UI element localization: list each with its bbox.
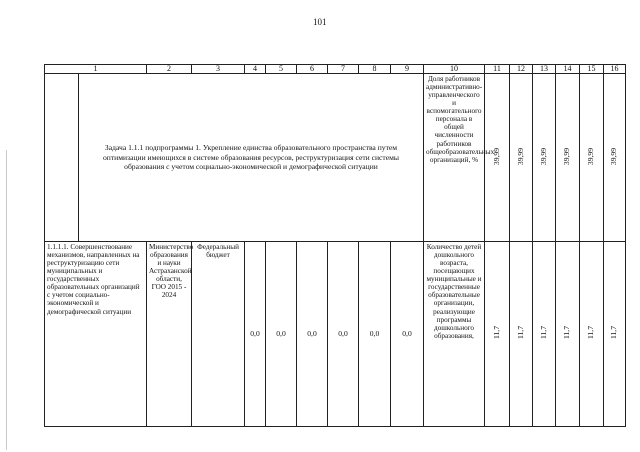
measure-value: 11,7	[491, 326, 501, 340]
header-cell: 9	[391, 65, 424, 74]
task-indicator: Доля работников административно-управленческого и вспомогательного персонала в общей численности работников общеобразовательных организаций, %	[424, 74, 485, 242]
header-cell: 10	[424, 65, 485, 74]
header-cell: 3	[192, 65, 245, 74]
header-cell: 14	[556, 65, 580, 74]
amount-cell: 0,0	[245, 242, 266, 427]
measure-value: 11,7	[515, 326, 525, 340]
header-cell: 5	[266, 65, 297, 74]
measure-value: 11,7	[586, 326, 596, 340]
header-row	[45, 65, 626, 74]
measure-executor: Министерство образования и науки Астраханской области, ГОО 2015 - 2024	[147, 242, 192, 427]
task-title: Задача 1.1.1 подпрограммы 1. Укрепление единства образовательного пространства путем оптимизации имеющихся в системе образования ресурсов, реструктуризация сети системы образования с учетом социально-экономической и демографической ситуации	[79, 74, 424, 242]
header-cell: 7	[328, 65, 359, 74]
program-table	[44, 64, 626, 427]
header-cell: 11	[485, 65, 510, 74]
funding-source: Федеральный бюджет	[192, 242, 245, 427]
header-cell: 6	[297, 65, 328, 74]
task-value: 39,99	[491, 147, 501, 166]
header-cell: 4	[245, 65, 266, 74]
measure-name: 1.1.1.1. Совершенствование механизмов, направленных на реструктуризацию сети муниципальных и государственных образовательных организаций с учетом социально-экономической и демографической ситуации	[45, 242, 147, 427]
header-cell: 1	[45, 65, 147, 74]
header-cell: 15	[580, 65, 604, 74]
amount-cell: 0,0	[266, 242, 297, 427]
measure-value: 11,7	[538, 326, 548, 340]
page-number: 101	[313, 17, 327, 27]
task-value: 39,99	[562, 147, 572, 166]
amount-cell: 0,0	[359, 242, 391, 427]
amount-cell: 0,0	[297, 242, 328, 427]
task-value: 39,99	[538, 147, 548, 166]
scan-edge-line	[6, 150, 7, 450]
task-value: 39,99	[609, 147, 619, 166]
header-cell: 13	[533, 65, 556, 74]
header-cell: 12	[510, 65, 533, 74]
measure-row	[45, 242, 626, 427]
measure-value: 11,7	[609, 326, 619, 340]
header-cell: 2	[147, 65, 192, 74]
header-cell: 8	[359, 65, 391, 74]
task-value: 39,99	[586, 147, 596, 166]
measure-value: 11,7	[562, 326, 572, 340]
amount-cell: 0,0	[391, 242, 424, 427]
task-value: 39,99	[515, 147, 525, 166]
measure-indicator: Количество детей дошкольного возраста, посещающих муниципальные и государственные образовательные организации, реализующие программы дошкольного образования,	[424, 242, 485, 427]
task-row	[45, 74, 626, 242]
header-cell: 16	[604, 65, 626, 74]
amount-cell: 0,0	[328, 242, 359, 427]
empty-margin-cell	[45, 74, 79, 242]
